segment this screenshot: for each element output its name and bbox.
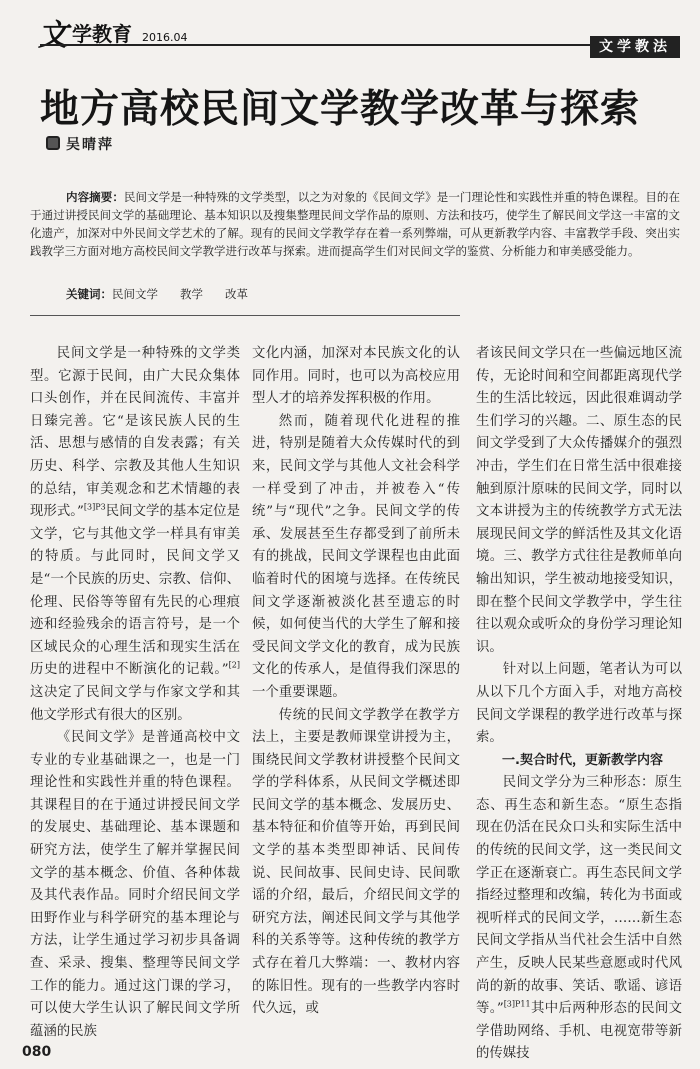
body-column-1 [30,343,240,1043]
magazine-name: 学教育 [72,22,132,46]
keywords-label: 关键词： [66,287,112,301]
keyword: 民间文学 [112,287,158,301]
body-column-3 [476,343,682,1066]
citation: [3]P3 [83,502,106,512]
citation: [3]P11 [503,999,531,1009]
issue-date: 2016.04 [142,31,188,44]
magazine-logo: 文 [38,18,68,53]
author-bullet-icon [46,136,60,150]
keyword: 教学 [180,287,203,301]
body-column-2 [252,343,460,1021]
abstract-label: 内容摘要： [66,190,124,204]
author-name: 吴晴萍 [66,137,114,153]
page-number: 080 [22,1044,52,1060]
paragraph: 针对以上问题，笔者认为可以从以下几个方面入手，对地方高校民间文学课程的教学进行改革与探索。 [476,662,682,746]
section-heading: 一.契合时代，更新教学内容 [502,752,663,768]
page-header [0,0,700,60]
paragraph: 然而，随着现代化进程的推进，特别是随着大众传媒时代的到来，民间文学与其他人文社会科学一样受到了冲击，并被卷入“传统”与“现代”之争。民间文学的传承、发展甚至生存都受到了前所未有的挑战，民间文学课程也由此面临着时代的困境与选择。在传统民间文学逐渐被淡化甚至遗忘的时候，如何使当代的大学生了解和接受民间文学文化的教育，成为民族文化的传承人，是值得我们深思的一个重要课题。 [252,413,460,700]
abstract-text: 民间文学是一种特殊的文学类型，以之为对象的《民间文学》是一门理论性和实践性并重的特色课程。目的在于通过讲授民间文学的基础理论、基本知识以及搜集整理民间文学作品的原则、方法和技巧，使学生了解民间文学这一丰富的文化遗产，加深对中外民间文学艺术的了解。现有的民间文学教学存在着一系列弊端，可从更新教学内容、丰富教学手段、突出实践教学三方面对地方高校民间文学教学进行改革与探索。进而提高学生们对民间文学的鉴赏、分析能力和审美感受能力。 [30,190,680,258]
keyword: 改革 [225,287,248,301]
article-title: 地方高校民间文学教学改革与探索 [40,87,641,132]
paragraph: 《民间文学》是普通高校中文专业的专业基础课之一，也是一门理论性和实践性并重的特色课程。其课程目的在于通过讲授民间文学的发展史、基础理论、基本课题和研究方法，使学生了解并掌握民间文学的基本概念、价值、各种体裁及其代表作品。同时介绍民间文学田野作业与科学研究的基本理论与方法，让学生通过学习初步具备调查、采录、搜集、整理等民间文学工作的能力。通过这门课的学习，可以使大学生认识了解民间文学所蕴涵的民族 [30,730,240,1039]
keywords [66,286,270,302]
paragraph: 民间文学分为三种形态：原生态、再生态和新生态。“原生态指现在仍活在民众口头和实际生活中的传统的民间文学，这一类民间文学正在逐渐衰亡。再生态民间文学指经过整理和改编，转化为书面或视听样式的民间文学，……新生态民间文学指从当代社会生活中自然产生，反映人民某些意愿或时代风尚的新的故事、笑话、歌谣、谚语等。”$^{[3]P11}$其中后两种形态的民间文学借助网络、手机、电视宽带等新的传媒技 [476,775,683,1062]
abstract-divider [30,315,460,316]
paragraph: 传统的民间文学教学在教学方法上，主要是教师课堂讲授为主，围绕民间文学教材讲授整个民间文学的学科体系，从民间文学概述即民间文学的基本概念、发展历史、基本特征和价值等开始，再到民间文学的基本类型即神话、民间传说、民间故事、民间史诗、民间歌谣的介绍，最后，介绍民间文学的研究方法，阐述民间文学与其他学科的关系等等。这种传统的教学方式存在着几大弊端：一、教材内容的陈旧性。现有的一些教学内容时代久远，或 [252,707,460,1017]
paragraph: 者该民间文学只在一些偏远地区流传，无论时间和空间都距离现代学生的生活比较远，因此很难调动学生们学习的兴趣。二、原生态的民间文学受到了大众传播媒介的强烈冲击，学生们在日常生活中很难接触到原汁原味的民间文学，同时以文本讲授为主的传统教学方式无法展现民间文学的鲜活性及其文化语境。三、教学方式往往是教师单向输出知识，学生被动地接受知识，即在整个民间文学教学中，学生往往以观众或听众的身份学习理论知识。 [476,346,682,655]
column-tag: 文学教法 [590,36,680,58]
abstract [30,188,680,260]
author-line [46,134,114,154]
citation: [2] [228,660,240,670]
paragraph: 民间文学是一种特殊的文学类型。它源于民间，由广大民众集体口头创作，并在民间流传、丰富并日臻完善。它“是该民族人民的生活、思想与感情的自发表露；有关历史、科学、宗教及其他人生知识的总结，审美观念和艺术情趣的表现形式。”$^{[3]P3}$民间文学的基本定位是文学，它与其他文学一样具有审美的特质。与此同时，民间文学又是“一个民族的历史、宗教、信仰、伦理、民俗等等留有先民的心理痕迹和经验残余的语言符号，是一个区域民众的心理生活和现实生活在历史的进程中不断演化的记载。”[2]这决定了民间文学与作家文学和其他文学形式有很大的区别。 [30,346,240,723]
header-rule [40,44,592,46]
paragraph: 文化内涵，加深对本民族文化的认同作用。同时，也可以为高校应用型人才的培养发挥积极的作用。 [252,346,460,407]
